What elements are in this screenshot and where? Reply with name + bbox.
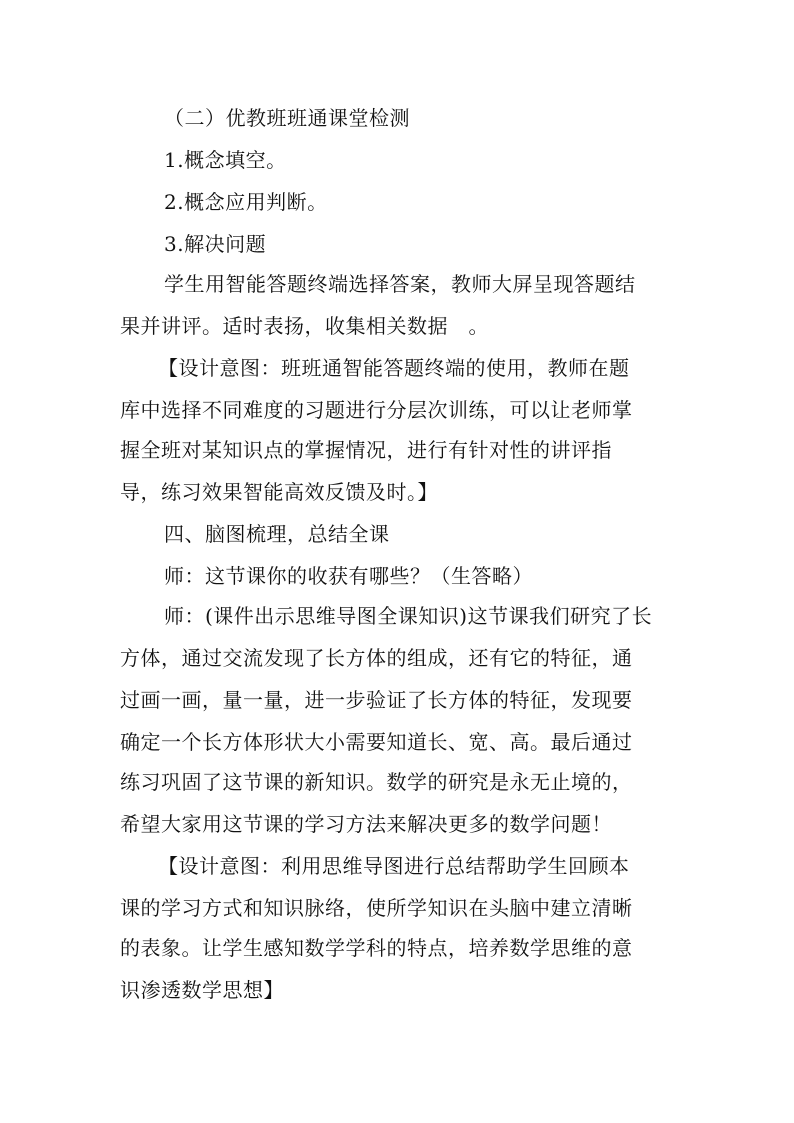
design-intent-line: 握全班对某知识点的掌握情况，进行有针对性的讲评指 xyxy=(120,438,612,462)
design-intent-line: 库中选择不同难度的习题进行分层次训练，可以让老师掌 xyxy=(120,398,633,422)
list-item: 3.解决问题 xyxy=(164,232,267,256)
paragraph-line: 果并讲评。适时表扬，收集相关数据 。 xyxy=(120,314,489,338)
design-intent-line: 导，练习效果智能高效反馈及时。】 xyxy=(120,480,438,504)
design-intent-line: 【设计意图：利用思维导图进行总结帮助学生回顾本 xyxy=(158,854,630,878)
paragraph-line: 确定一个长方体形状大小需要知道长、宽、高。最后通过 xyxy=(120,730,633,754)
dialogue-line: 师：这节课你的收获有哪些？（生答略） xyxy=(164,564,533,588)
paragraph-line: 师：(课件出示思维导图全课知识)这节课我们研究了长 xyxy=(164,604,653,628)
paragraph-line: 练习巩固了这节课的新知识。数学的研究是永无止境的， xyxy=(120,770,633,794)
paragraph-line: 希望大家用这节课的学习方法来解决更多的数学问题！ xyxy=(120,812,612,836)
design-intent-line: 的表象。让学生感知数学学科的特点，培养数学思维的意 xyxy=(120,936,633,960)
section-heading: 四、脑图梳理，总结全课 xyxy=(164,522,390,546)
list-item: 2.概念应用判断。 xyxy=(164,190,328,214)
paragraph-line: 过画一画，量一量，进一步验证了长方体的特征，发现要 xyxy=(120,688,633,712)
paragraph-line: 学生用智能答题终端选择答案，教师大屏呈现答题结 xyxy=(164,272,636,296)
list-item: 1.概念填空。 xyxy=(164,148,287,172)
section-heading: （二）优教班班通课堂检测 xyxy=(164,106,410,130)
paragraph-line: 方体，通过交流发现了长方体的组成，还有它的特征，通 xyxy=(120,646,633,670)
design-intent-line: 【设计意图：班班通智能答题终端的使用，教师在题 xyxy=(158,356,630,380)
design-intent-line: 课的学习方式和知识脉络，使所学知识在头脑中建立清晰 xyxy=(120,896,633,920)
design-intent-line: 识渗透数学思想】 xyxy=(120,978,284,1002)
